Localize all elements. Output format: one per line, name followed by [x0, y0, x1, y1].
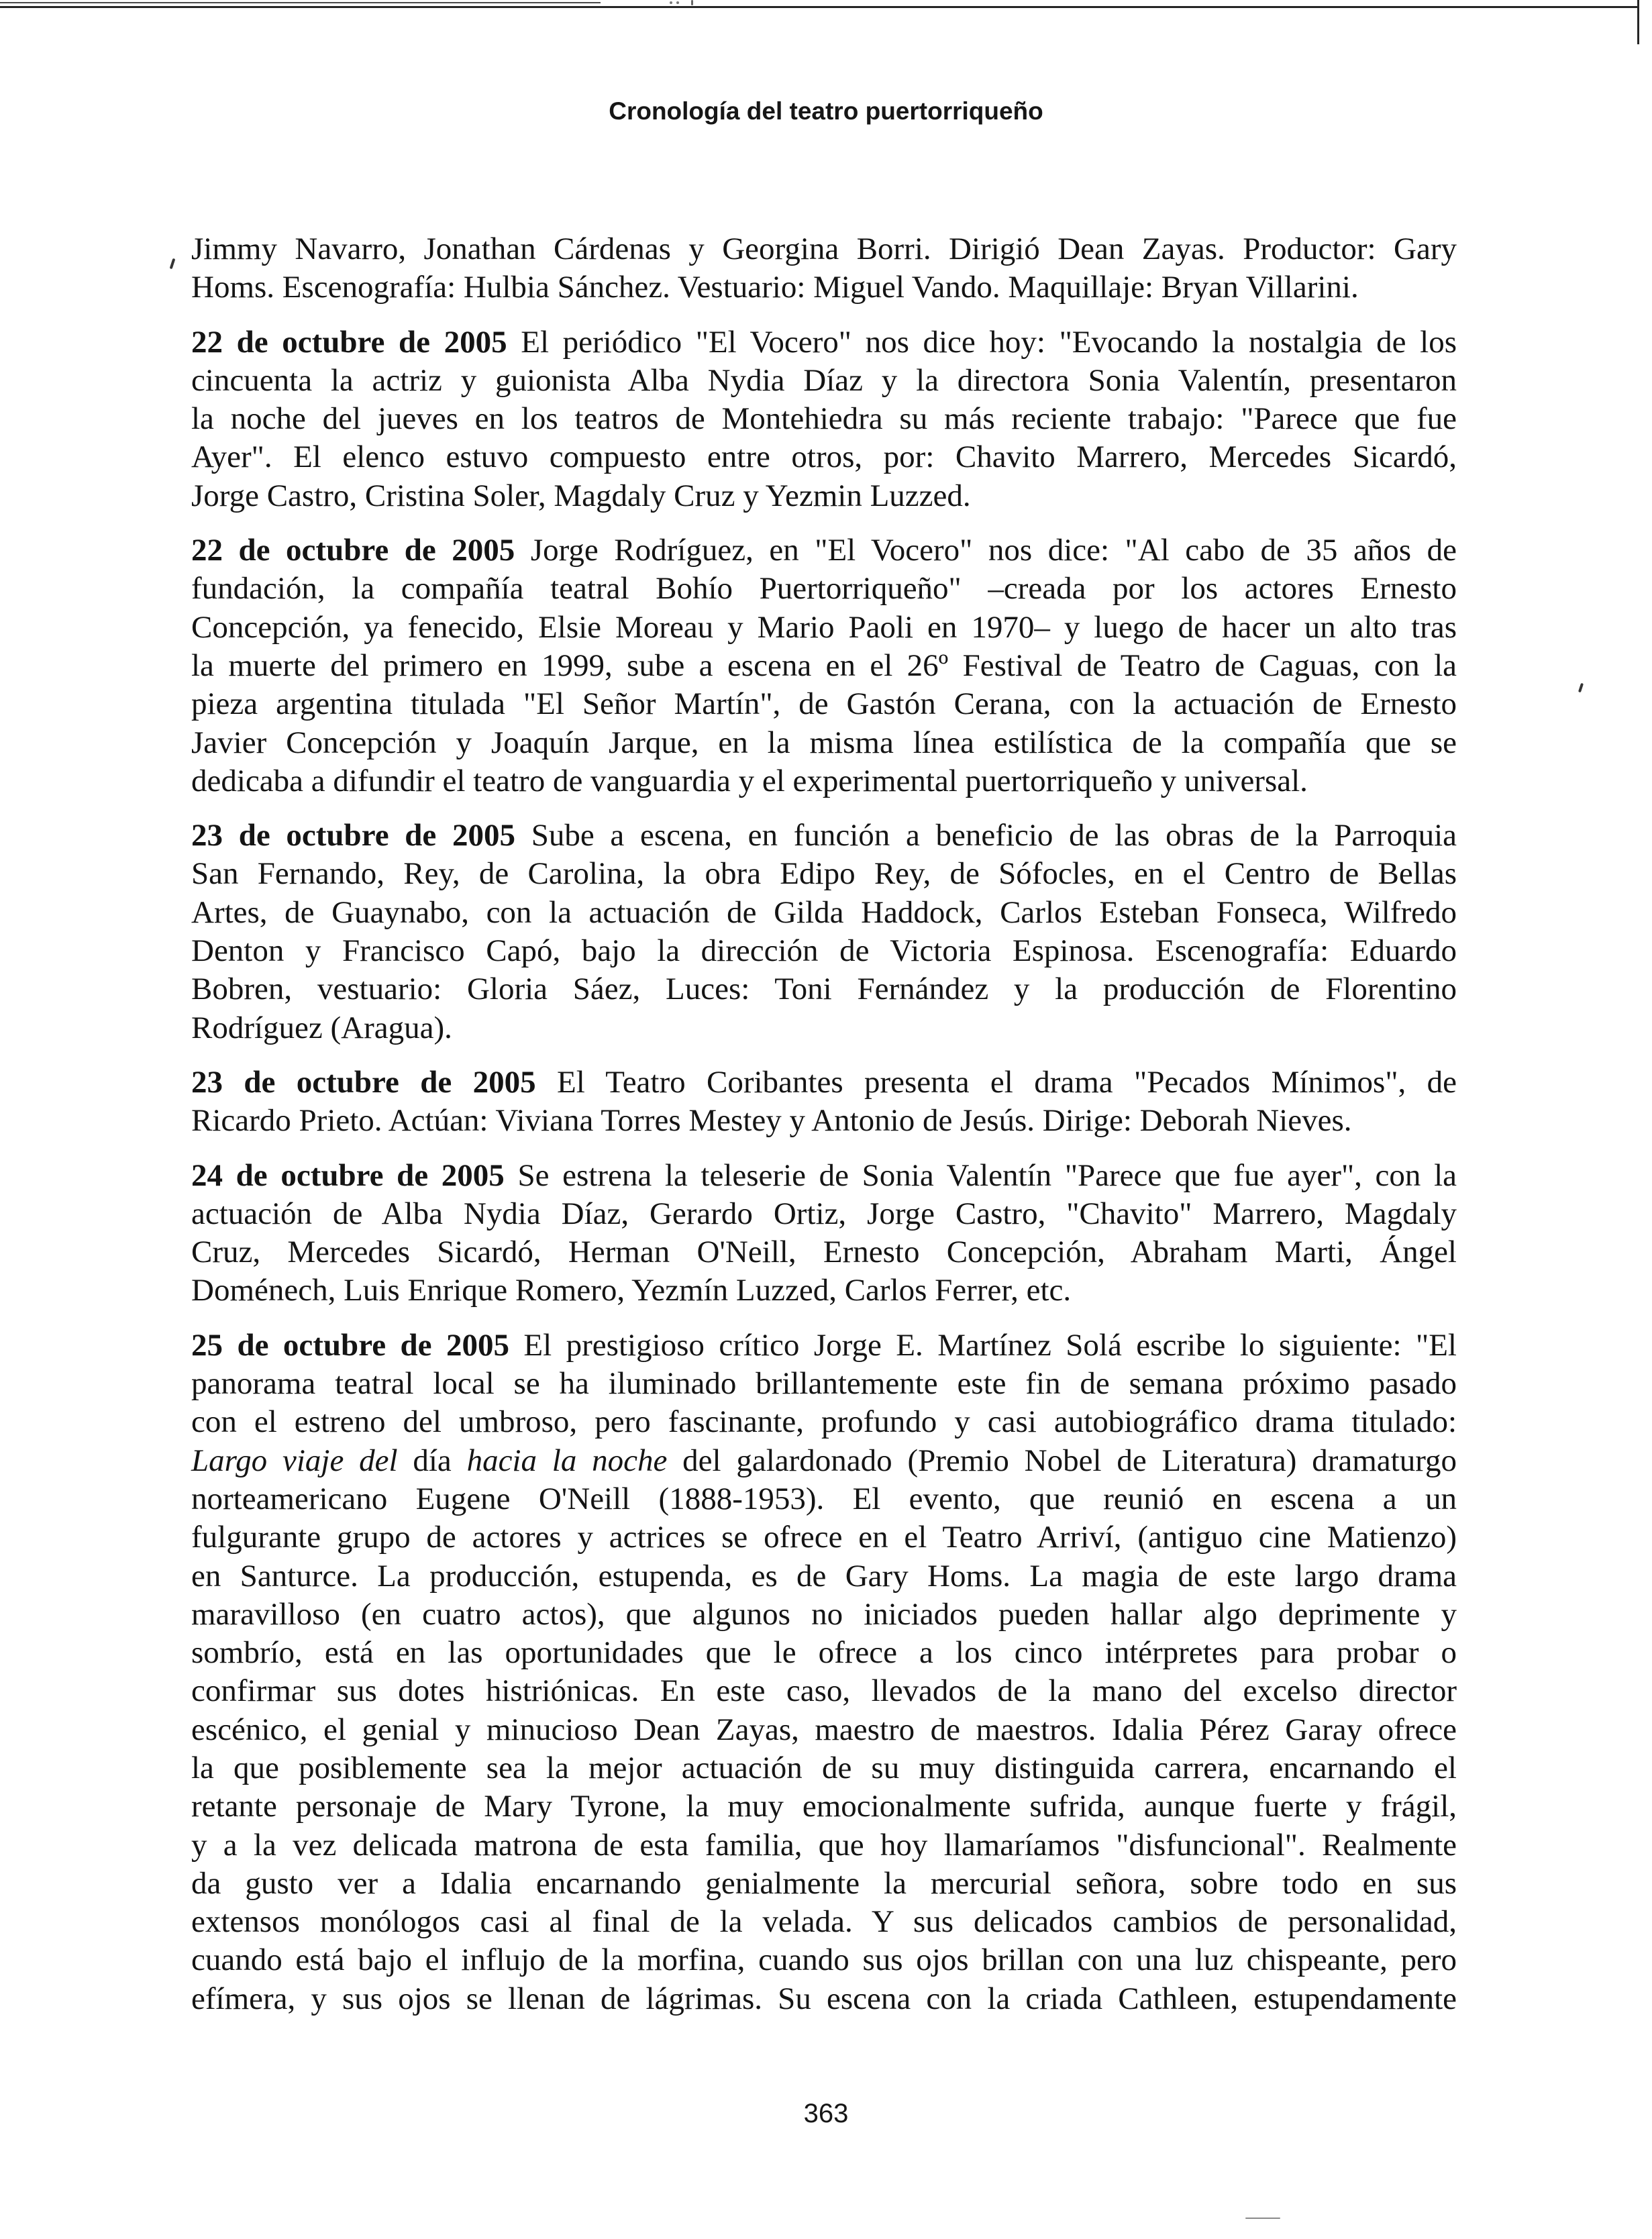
- text-line: [191, 1711, 1457, 1749]
- text-line: [191, 1233, 1457, 1271]
- text-segment: escénico, el genial y minucioso Dean Zayas, maestro de maestros. Idalia Pérez Garay ofrece: [191, 1712, 1457, 1747]
- text-segment: efímera, y sus ojos se llenan de lágrimas. Su escena con la criada Cathleen, estupendamente: [191, 1981, 1457, 2016]
- text-segment: Bobren, vestuario: Gloria Sáez, Luces: Toni Fernández y la producción de Florentino: [191, 972, 1457, 1007]
- text-segment: pieza argentina titulada "El Señor Martín", de Gastón Cerana, con la actuación de Ernesto: [191, 686, 1457, 722]
- text-line: [191, 970, 1457, 1008]
- text-segment: en Santurce. La producción, estupenda, es de Gary Homs. La magia de este largo drama: [191, 1558, 1457, 1594]
- text-line: [191, 1557, 1457, 1596]
- text-segment: la que posiblemente sea la mejor actuación de su muy distinguida carrera, encarnando el: [191, 1750, 1457, 1785]
- scan-mark: [676, 1, 679, 4]
- text-segment: actuación de Alba Nydia Díaz, Gerardo Ortiz, Jorge Castro, "Chavito" Marrero, Magdaly: [191, 1196, 1457, 1231]
- entry-date: 24 de octubre de 2005: [191, 1157, 505, 1193]
- body-text: [191, 230, 1457, 2018]
- text-line: [191, 570, 1457, 608]
- text-line: [191, 1442, 1457, 1480]
- text-segment: Rodríguez (Aragua).: [191, 1010, 452, 1045]
- text-line: [191, 1271, 1457, 1310]
- text-line: [191, 932, 1457, 970]
- text-segment: sombrío, está en las oportunidades que le ofrece a los cinco intérpretes para probar o: [191, 1635, 1457, 1671]
- text-segment: cincuenta la actriz y guionista Alba Nydia Díaz y la directora Sonia Valentín, presentaron: [191, 362, 1457, 398]
- text-segment: día: [397, 1443, 467, 1478]
- text-segment: Se estrena la teleserie de Sonia Valentín "Parece que fue ayer", con la: [504, 1157, 1457, 1193]
- italic-title: Largo viaje del: [191, 1443, 398, 1478]
- text-line: [191, 362, 1457, 400]
- text-line: [191, 1749, 1457, 1787]
- text-line: [191, 647, 1457, 685]
- text-line: [191, 1865, 1457, 1903]
- text-segment: da gusto ver a Idalia encarnando genialmente la mercurial señora, sobre todo en sus: [191, 1865, 1457, 1901]
- text-segment: Ayer". El elenco estuvo compuesto entre otros, por: Chavito Marrero, Mercedes Sicardó,: [191, 439, 1457, 475]
- text-line: [191, 894, 1457, 932]
- chronology-entry: [191, 1326, 1457, 2018]
- text-line: [191, 1102, 1457, 1140]
- text-segment: y a la vez delicada matrona de esta familia, que hoy llamaríamos "disfuncional". Realmente: [191, 1827, 1457, 1863]
- text-segment: la muerte del primero en 1999, sube a escena en el 26º Festival de Teatro de Caguas, con la: [191, 647, 1457, 683]
- text-line: [191, 1157, 1457, 1195]
- text-line: [191, 724, 1457, 762]
- top-border-line: [0, 6, 1639, 8]
- text-line: [191, 1480, 1457, 1518]
- text-segment: panorama teatral local se ha iluminado brillantemente este fin de semana próximo pasado: [191, 1366, 1457, 1402]
- text-segment: Concepción, ya fenecido, Elsie Moreau y Mario Paoli en 1970– y luego de hacer un alto tras: [191, 609, 1457, 645]
- text-line: [191, 1941, 1457, 1979]
- text-segment: El Teatro Coribantes presenta el drama "Pecados Mínimos", de: [535, 1064, 1457, 1100]
- text-line: [191, 1634, 1457, 1672]
- text-segment: la noche del jueves en los teatros de Montehiedra su más reciente trabajo: "Parece que fue: [191, 401, 1457, 437]
- text-line: [191, 438, 1457, 476]
- text-segment: extensos monólogos casi al final de la velada. Y sus delicados cambios de personalidad,: [191, 1904, 1457, 1940]
- text-segment: Denton y Francisco Capó, bajo la dirección de Victoria Espinosa. Escenografía: Eduardo: [191, 933, 1457, 969]
- text-segment: Homs. Escenografía: Hulbia Sánchez. Vestuario: Miguel Vando. Maquillaje: Bryan Villarini.: [191, 270, 1359, 305]
- entry-date: 23 de octubre de 2005: [191, 1064, 536, 1100]
- text-segment: cuando está bajo el influjo de la morfina, cuando sus ojos brillan con una luz chispeante, pero: [191, 1942, 1457, 1978]
- text-line: [191, 1403, 1457, 1441]
- text-segment: norteamericano Eugene O'Neill (1888-1953). El evento, que reunió en escena a un: [191, 1481, 1457, 1516]
- running-header: Cronología del teatro puertorriqueño: [609, 97, 1043, 125]
- chronology-entry: [191, 323, 1457, 515]
- chronology-entry: [191, 1157, 1457, 1310]
- text-segment: fundación, la compañía teatral Bohío Puertorriqueño" –creada por los actores Ernesto: [191, 571, 1457, 607]
- text-line: [191, 1009, 1457, 1047]
- text-line: [191, 1980, 1457, 2018]
- text-segment: San Fernando, Rey, de Carolina, la obra Edipo Rey, de Sófocles, en el Centro de Bellas: [191, 856, 1457, 892]
- text-segment: con el estreno del umbroso, pero fascinante, profundo y casi autobiográfico drama titulado:: [191, 1404, 1457, 1440]
- text-segment: Artes, de Guaynabo, con la actuación de Gilda Haddock, Carlos Esteban Fonseca, Wilfredo: [191, 894, 1457, 930]
- scan-mark: [1245, 2218, 1280, 2219]
- chronology-entry: [191, 531, 1457, 800]
- text-line: [191, 762, 1457, 800]
- text-line: [191, 685, 1457, 723]
- text-segment: retante personaje de Mary Tyrone, la muy emocionalmente sufrida, aunque fuerte y frágil,: [191, 1789, 1457, 1824]
- text-line: [191, 817, 1457, 855]
- text-line: [191, 855, 1457, 893]
- text-line: [191, 400, 1457, 438]
- text-line: [191, 1326, 1457, 1365]
- text-segment: Cruz, Mercedes Sicardó, Herman O'Neill, Ernesto Concepción, Abraham Marti, Ángel: [191, 1235, 1457, 1270]
- entry-date: 25 de octubre de 2005: [191, 1327, 509, 1363]
- text-segment: Jorge Rodríguez, en "El Vocero" nos dice: "Al cabo de 35 años de: [515, 533, 1457, 568]
- text-line: [191, 1063, 1457, 1102]
- text-segment: Jorge Castro, Cristina Soler, Magdaly Cruz y Yezmin Luzzed.: [191, 478, 971, 513]
- top-border-line: [0, 2, 601, 3]
- text-line: [191, 531, 1457, 570]
- right-edge-tick: [1637, 0, 1639, 44]
- entry-date: 22 de octubre de 2005: [191, 324, 507, 360]
- italic-title: hacia la noche: [466, 1443, 668, 1478]
- page-number: 363: [803, 2099, 849, 2128]
- text-segment: El prestigioso crítico Jorge E. Martínez Solá escribe lo siguiente: "El: [509, 1327, 1457, 1363]
- text-line: [191, 1826, 1457, 1865]
- text-segment: Jimmy Navarro, Jonathan Cárdenas y Georgina Borri. Dirigió Dean Zayas. Productor: Gary: [191, 231, 1457, 266]
- continued-paragraph: [191, 230, 1457, 307]
- text-segment: El periódico "El Vocero" nos dice hoy: "Evocando la nostalgia de los: [507, 324, 1457, 360]
- scan-mark: [670, 1, 672, 4]
- text-segment: Ricardo Prieto. Actúan: Viviana Torres Mestey y Antonio de Jesús. Dirige: Deborah Nieves.: [191, 1103, 1352, 1139]
- text-segment: fulgurante grupo de actores y actrices se ofrece en el Teatro Arriví, (antiguo cine Matienzo): [191, 1520, 1457, 1555]
- scan-mark: [691, 0, 693, 5]
- scan-mark: [170, 258, 176, 269]
- text-segment: Doménech, Luis Enrique Romero, Yezmín Luzzed, Carlos Ferrer, etc.: [191, 1273, 1072, 1308]
- text-line: [191, 268, 1457, 307]
- text-line: [191, 1787, 1457, 1826]
- text-segment: Sube a escena, en función a beneficio de las obras de la Parroquia: [515, 818, 1457, 853]
- text-line: [191, 1596, 1457, 1634]
- text-segment: del galardonado (Premio Nobel de Literatura) dramaturgo: [667, 1443, 1457, 1478]
- text-segment: Javier Concepción y Joaquín Jarque, en la misma línea estilística de la compañía que se: [191, 725, 1457, 760]
- chronology-entry: [191, 1063, 1457, 1141]
- text-line: [191, 1365, 1457, 1403]
- text-line: [191, 1903, 1457, 1941]
- entry-date: 22 de octubre de 2005: [191, 533, 515, 568]
- text-line: [191, 1518, 1457, 1557]
- scan-mark: [1578, 683, 1584, 693]
- text-line: [191, 477, 1457, 515]
- entry-date: 23 de octubre de 2005: [191, 818, 515, 853]
- chronology-entry: [191, 817, 1457, 1047]
- text-line: [191, 1195, 1457, 1233]
- text-segment: maravilloso (en cuatro actos), que algunos no iniciados pueden hallar algo deprimente y: [191, 1596, 1457, 1632]
- text-segment: confirmar sus dotes histriónicas. En este caso, llevados de la mano del excelso director: [191, 1673, 1457, 1709]
- text-segment: dedicaba a difundir el teatro de vanguardia y el experimental puertorriqueño y universal.: [191, 763, 1308, 798]
- text-line: [191, 609, 1457, 647]
- text-line: [191, 230, 1457, 268]
- text-line: [191, 323, 1457, 362]
- text-line: [191, 1672, 1457, 1710]
